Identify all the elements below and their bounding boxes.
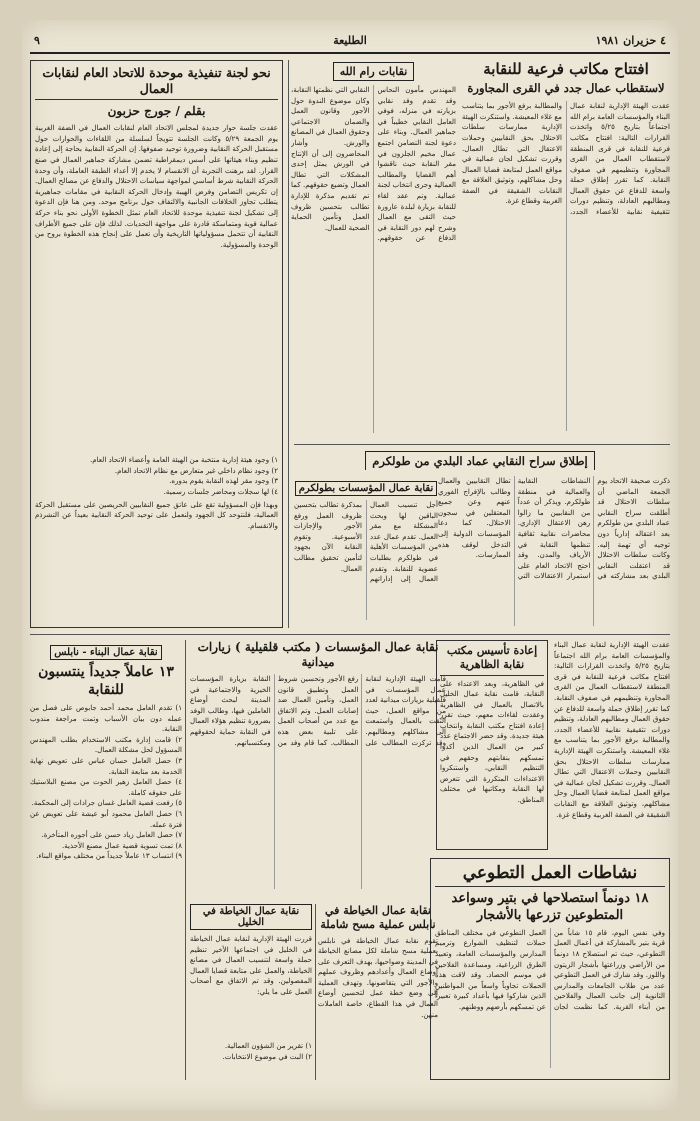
hebron-tag: نقابة عمال الخياطة في الخليل [190,904,312,930]
column-tag: نقابات رام الله [333,62,415,81]
hebron-body: قررت الهيئة الإدارية لنقابة عمال الخياطة في الخليل في اجتماعها الأخير تنظيم حملة واسعة لتنسيب العمال في مصانع الخياطة، والعمل على متابعة قضايا العمال المفصولين. وقد تم الاتفاق مع أصحاب العمل على ما يلي: [190,934,312,996]
article-ramallah-column [291,60,456,438]
dhahiriya-body: في الظاهرية، وبعد الاعتداء على النقابة، قامت نقابة عمال الخليل بالاتصال بالعمال في الظاهرية وعقدت لقاءات معهم، حيث تقرر إعادة افتتاح مكتب النقابة وانتخاب هيئة جديدة. وقد حضر الاجتماع عدد كبير من العمال الذين أكدوا تمسكهم بنقابتهم وحقهم في التنظيم النقابي، واستنكروا الاعتداءات المتكررة التي تتعرض لها النقابة ومكاتبها في مختلف المناطق. [440,678,544,805]
tulkarem-body: أجل تنسيب العمال الباقين لها وبحث المشكلة مع مقر العمل. تقدم عمال عدد من المؤسسات الأهلية في طولكرم بطلبات عضوية للنقابة. وتقدم العمال إلى إداراتهم بمذكرة تطالب بتحسين ظروف العمل ورفع الأجور والإجازات الأسبوعية. وتقوم النقابة الآن بجهود لتأمين تحقيق مطالب العمال. [294,500,438,584]
textiles-nablus-body: تقوم نقابة عمال الخياطة في نابلس بعملية مسح شاملة لكل مصانع الخياطة في المدينة وضواحيها، بهدف التعرف على أوضاع العمال وأعدادهم وظروف عملهم والأجور التي يتقاضونها. وتهدف العملية إلى وضع خطة عمل لتحسين أوضاع العمال في هذا القطاع، خاصة العاملات منهن. [318,935,438,1019]
hebron-points [190,1041,312,1062]
article-textiles-hebron [190,904,312,1080]
section-divider [294,444,670,445]
page-number: ٩ [34,34,40,47]
hebron-point: ١) تقرير من الشؤون العمالية. [224,1041,312,1050]
editorial-closing: وبهذا فإن المسؤولية تقع على عاتق جميع النقابيين الحريصين على مستقبل الحركة العمالية، فلنتوحد كل الجهود ولنعمل على توحيد الحركة النقابية بعيداً عن التشرذم والانقسام. [35,499,278,530]
nablus-point: ٤) حصل العامل زهير الحوت من مصنع البلاستيك على حقوقه كاملة. [30,777,182,797]
editorial-body: عقدت جلسة حوار جديدة لمجلس الاتحاد العام لنقابات العمال في الضفة الغربية يوم الجمعة ٥/٢٩ وكانت الجلسة تتويجاً لسلسلة من اللقاءات والحوارات حول مستقبل الحركة النقابية وضرورة توحيد صفوفها. إن الحركة النقابية بحاجة إلى إعادة تنظيم وبناء هيئاتها على أسس ديمقراطية تضمن مشاركة جماهير العمال في صنع القرار. لقد برهنت التجربة أن الانقسام لا يخدم إلا أعداء الطبقة العاملة، وأن وحدة الحركة النقابية شرط أساسي لمواجهة سياسات الاحتلال والدفاع عن مصالح العمال. إن تكريس التضامن وفرض الهيبة وإدخال الحركة النقابية في مقامات جماهيرية يتطلب تجاوز الخلافات الجانبية والالتفاف حول برنامج موحد. ومن هنا فإن الدعوة إلى تشكيل لجنة تنفيذية موحدة للاتحاد العام تمثل الخطوة الأولى نحو بناء حركة عمالية قوية ومتماسكة قادرة على مواجهة التحديات. لذلك فإن على جميع الأطراف النقابية أن تتحمل مسؤولياتها التاريخية وأن تعمل على إنجاح هذه الخطوة بروح من الوحدة والمسؤولية. [35,123,278,249]
continued-body: عقدت الهيئة الإدارية لنقابة عمال البناء والمؤسسات العامة برام الله اجتماعاً بتاريخ ٥/٢٥ واتخذت القرارات التالية: افتتاح مكاتب فرعية للنقابة في قرى المنطقة لاستقطاب العمال من القرى المجاورة وتنظيمهم في صفوف النقابة. كما تقرر إطلاق حملة واسعة للدفاع عن حقوق العمال ومطالبهم العادلة، وتنظيم دورات تثقيفية نقابية للأعضاء الجدد، والمطالبة برفع الأجور بما يتناسب مع غلاء المعيشة. واستنكرت الهيئة الإدارية ممارسات سلطات الاحتلال بحق النقابيين وحملات الاعتقال التي تطال العمال. وقررت تشكيل لجان عمالية في مواقع العمل لمتابعة قضايا العمال وحل مشاكلهم، وتوثيق العلاقة مع النقابات الشقيقة في الضفة الغربية وقطاع غزة. [554,640,670,819]
nablus-point: ٦) حصل العامل محمود أبو عيشة على تعويض عن فترة عمله. [30,808,182,829]
article-release [438,476,670,628]
nablus-points [30,703,182,1073]
editorial-point: ٣) وجود مقر لهذه النقابة يقوم بدوره. [169,476,278,486]
article-offices-continued [554,640,670,850]
editorial-title: نحو لجنة تنفيذية موحدة للاتحاد العام لنقابات العمال [35,65,278,100]
nablus-point: ٣) حصل العامل حسان عباس على تعويض نهاية الخدمة بعد متابعة النقابة. [30,755,182,776]
nablus-title: ١٣ عاملاً جديداً ينتسبون للنقابة [38,664,174,698]
qalqilya-title: نقابة عمال المؤسسات ( مكتب قلقيلية ) زيارات ميدانية [197,640,439,669]
article-nablus-building [30,640,182,1080]
article-body: عقدت الهيئة الإدارية لنقابة عمال البناء والمؤسسات العامة برام الله اجتماعاً بتاريخ ٥/٢٥ واتخذت القرارات التالية: افتتاح مكاتب فرعية للنقابة في قرى المنطقة لاستقطاب العمال من القرى المجاورة وتنظيمهم في صفوف النقابة. كما تقرر إطلاق حملة واسعة للدفاع عن حقوق العمال ومطالبهم العادلة، وتنظيم دورات تثقيفية نقابية للأعضاء الجدد، والمطالبة برفع الأجور بما يتناسب مع غلاء المعيشة. واستنكرت الهيئة الإدارية ممارسات سلطات الاحتلال بحق النقابيين وحملات الاعتقال التي تطال العمال. وقررت تشكيل لجان عمالية في مواقع العمل لمتابعة قضايا العمال وحل مشاكلهم، وتوثيق العلاقة مع النقابات الشقيقة في الضفة الغربية وقطاع غزة. [462,101,670,217]
hebron-point: ٢) البت في موضوع الانتخابات. [222,1051,312,1061]
nablus-point: ٥) رفعت قضية العامل غسان جرادات إلى المحكمة. [31,798,182,808]
release-body: ذكرت صحيفة الاتحاد يوم الجمعة الماضي أن سلطات الاحتلال قد أطلقت سراح النقابي عماد البلدي من طولكرم بعد اعتقاله إدارياً دون توجيه أي تهمة إليه. وكانت سلطات الاحتلال قد اعتقلت النقابي البلدي بعد مشاركته في النشاطات النقابية والعمالية في منطقة طولكرم. ويذكر أن عدداً من النقابيين ما زالوا رهن الاعتقال الإداري. محاضرات نقابية ثقافية تنظمها النقابة في الأرياف والمدن. وقد احتج الاتحاد العام على استمرار الاعتقالات التي تطال النقابيين والعمال وطالب بالإفراج الفوري عنهم وعن جميع المعتقلين في سجون الاحتلال. كما دعا المؤسسات الدولية إلى التدخل لوقف هذه الممارسات. [438,476,670,581]
nablus-point: ٨) تمت تسوية قضية عمال مصنع الأحذية. [61,840,182,850]
article-dhahiriya [436,640,548,850]
article-textiles-nablus [318,904,438,1080]
column-divider [185,640,186,1080]
qalqilya-body: قامت الهيئة الإدارية لنقابة عمال المؤسسات في قلقيلية بزيارات ميدانية لعدد من مواقع العمل، حيث التقت بالعمال واستمعت إلى مشاكلهم ومطالبهم. وقد تركزت المطالب على رفع الأجور وتحسين شروط العمل وتطبيق قانون العمل، وتأمين العمال ضد إصابات العمل. وتم الاتفاق مع عدد من أصحاب العمل على تلبية بعض هذه المطالب. كما قام وفد من النقابة بزيارة المؤسسات الخيرية والاجتماعية في المدينة لبحث أوضاع العاملين فيها، وطالب الوفد بضرورة تنظيم هؤلاء العمال في النقابة حماية لحقوقهم ومكتسباتهم. [190,674,446,747]
article-qalqilya [190,640,446,898]
editorial-point: ٢) وجود نظام داخلي غير متعارض مع نظام الاتحاد العام. [114,465,278,475]
article-subtitle: لاستقطاب عمال جدد في القرى المجاورة [467,80,665,95]
article-offices [462,60,670,438]
nablus-point: ٩) انتساب ١٣ عاملاً جديداً من مختلف مواقع البناء. [36,851,182,861]
nablus-point: ٧) حصل العامل زياد حسن على أجوره المتأخرة. [41,830,182,840]
column-divider [315,904,316,1080]
editorial-point: ١) وجود هيئة إدارية منتخبة من الهيئة العامة وأعضاء الاتحاد العام. [89,455,278,465]
textiles-nablus-title: نقابة عمال الخياطة في نابلس عملية مسح شاملة [320,904,436,931]
editorial-point: ٤) لها سجلات ومحاضر جلسات رسمية. [163,487,278,497]
release-tag: إطلاق سراح النقابي عماد البلدي من طولكرم [365,451,595,470]
article-release-headline [290,450,670,470]
dhahiriya-title: إعادة تأسيس مكتب نقابة الظاهرية [440,644,544,676]
section-name: الطليعة [333,34,367,47]
voluntary-tag: نشاطات العمل التطوعي [435,863,665,887]
article-body: المهندس مأمون النحاس وقد تقدم وفد نقابي بزيارته في منزله، فوفي العامل النقابي خطيباً في جماهير العمال. وبناء على دعوة لجنة التضامن اجتمع عمال مخيم الجلزون في مقر النقابة حيث ناقشوا أهم القضايا والمطالب العمالية وجرى انتخاب لجنة عمالية. وتم عقد لقاء للنقابة بزيارة لبلدة عارورة حيث التقى مع العمال وشرح لهم دور النقابة في الدفاع عن حقوقهم. النقابي التي نظمتها النقابة، وكان موضوع الندوة حول الأجور وقانون العمل والضمان الاجتماعي وحقوق العمال في المصانع والورش. وأشار المحاضرون إلى أن الإنتاج في الورش يمثل إحدى المشكلات التي تطال العمال وتضيع حقوقهم. كما تم تقديم مذكرة للإدارة تطالب بتحسين ظروف العمل وتأمين الحماية الصحية للعمال. [291,85,456,243]
editorial-byline: بقلم / جورج حزبون [107,104,206,119]
article-editorial [30,60,283,628]
editorial-points [35,455,278,497]
page-header [30,30,670,54]
nablus-point: ٢) قامت إدارة مكتب الاستخدام بطلب المهندس المسؤول لحل مشكلة العمال. [30,734,182,755]
column-divider [288,60,289,628]
article-voluntary [430,858,670,1080]
section-divider [30,634,670,635]
issue-date: ٤ حزيران ١٩٨١ [595,34,666,47]
article-tulkarem [294,476,438,628]
tulkarem-tag: نقابة عمال المؤسسات بطولكرم [295,481,438,496]
article-title: افتتاح مكاتب فرعية للنقابة [483,60,649,78]
voluntary-title: ١٨ دونماً استصلاحها في بتير وسواعد المتطوعين تزرعها بالأشجار [451,891,649,923]
newspaper-page [22,20,678,1110]
voluntary-body: وفي نفس اليوم، قام ١٥ شاباً من قرية بتير بالمشاركة في أعمال العمل التطوعي، حيث تم استصلاح ١٨ دونماً من الأراضي وزراعتها بأشجار الزيتون واللوز. وقد شارك في العمل التطوعي عدد من طلاب الجامعات والمدارس الثانوية إلى جانب العمال والفلاحين من أبناء القرية. كما نظمت لجان العمل التطوعي في مختلف المناطق حملات لتنظيف الشوارع وترميم المدارس والمؤسسات العامة، وتعبيد الطرق الزراعية، ومساعدة الفلاحين في موسم الحصاد. وقد لاقت هذه الحملات تجاوباً واسعاً من المواطنين الذين شاركوا فيها بأعداد كبيرة تعبيراً عن تمسكهم بأرضهم ووطنهم. [435,927,666,1011]
nablus-tag: نقابة عمال البناء - نابلس [50,645,161,660]
nablus-point: ١) تقدم العامل محمد أحمد جابوص على فصل من عمله دون بيان الأسباب وتمت مراجعة مندوب النقابة. [30,703,182,734]
